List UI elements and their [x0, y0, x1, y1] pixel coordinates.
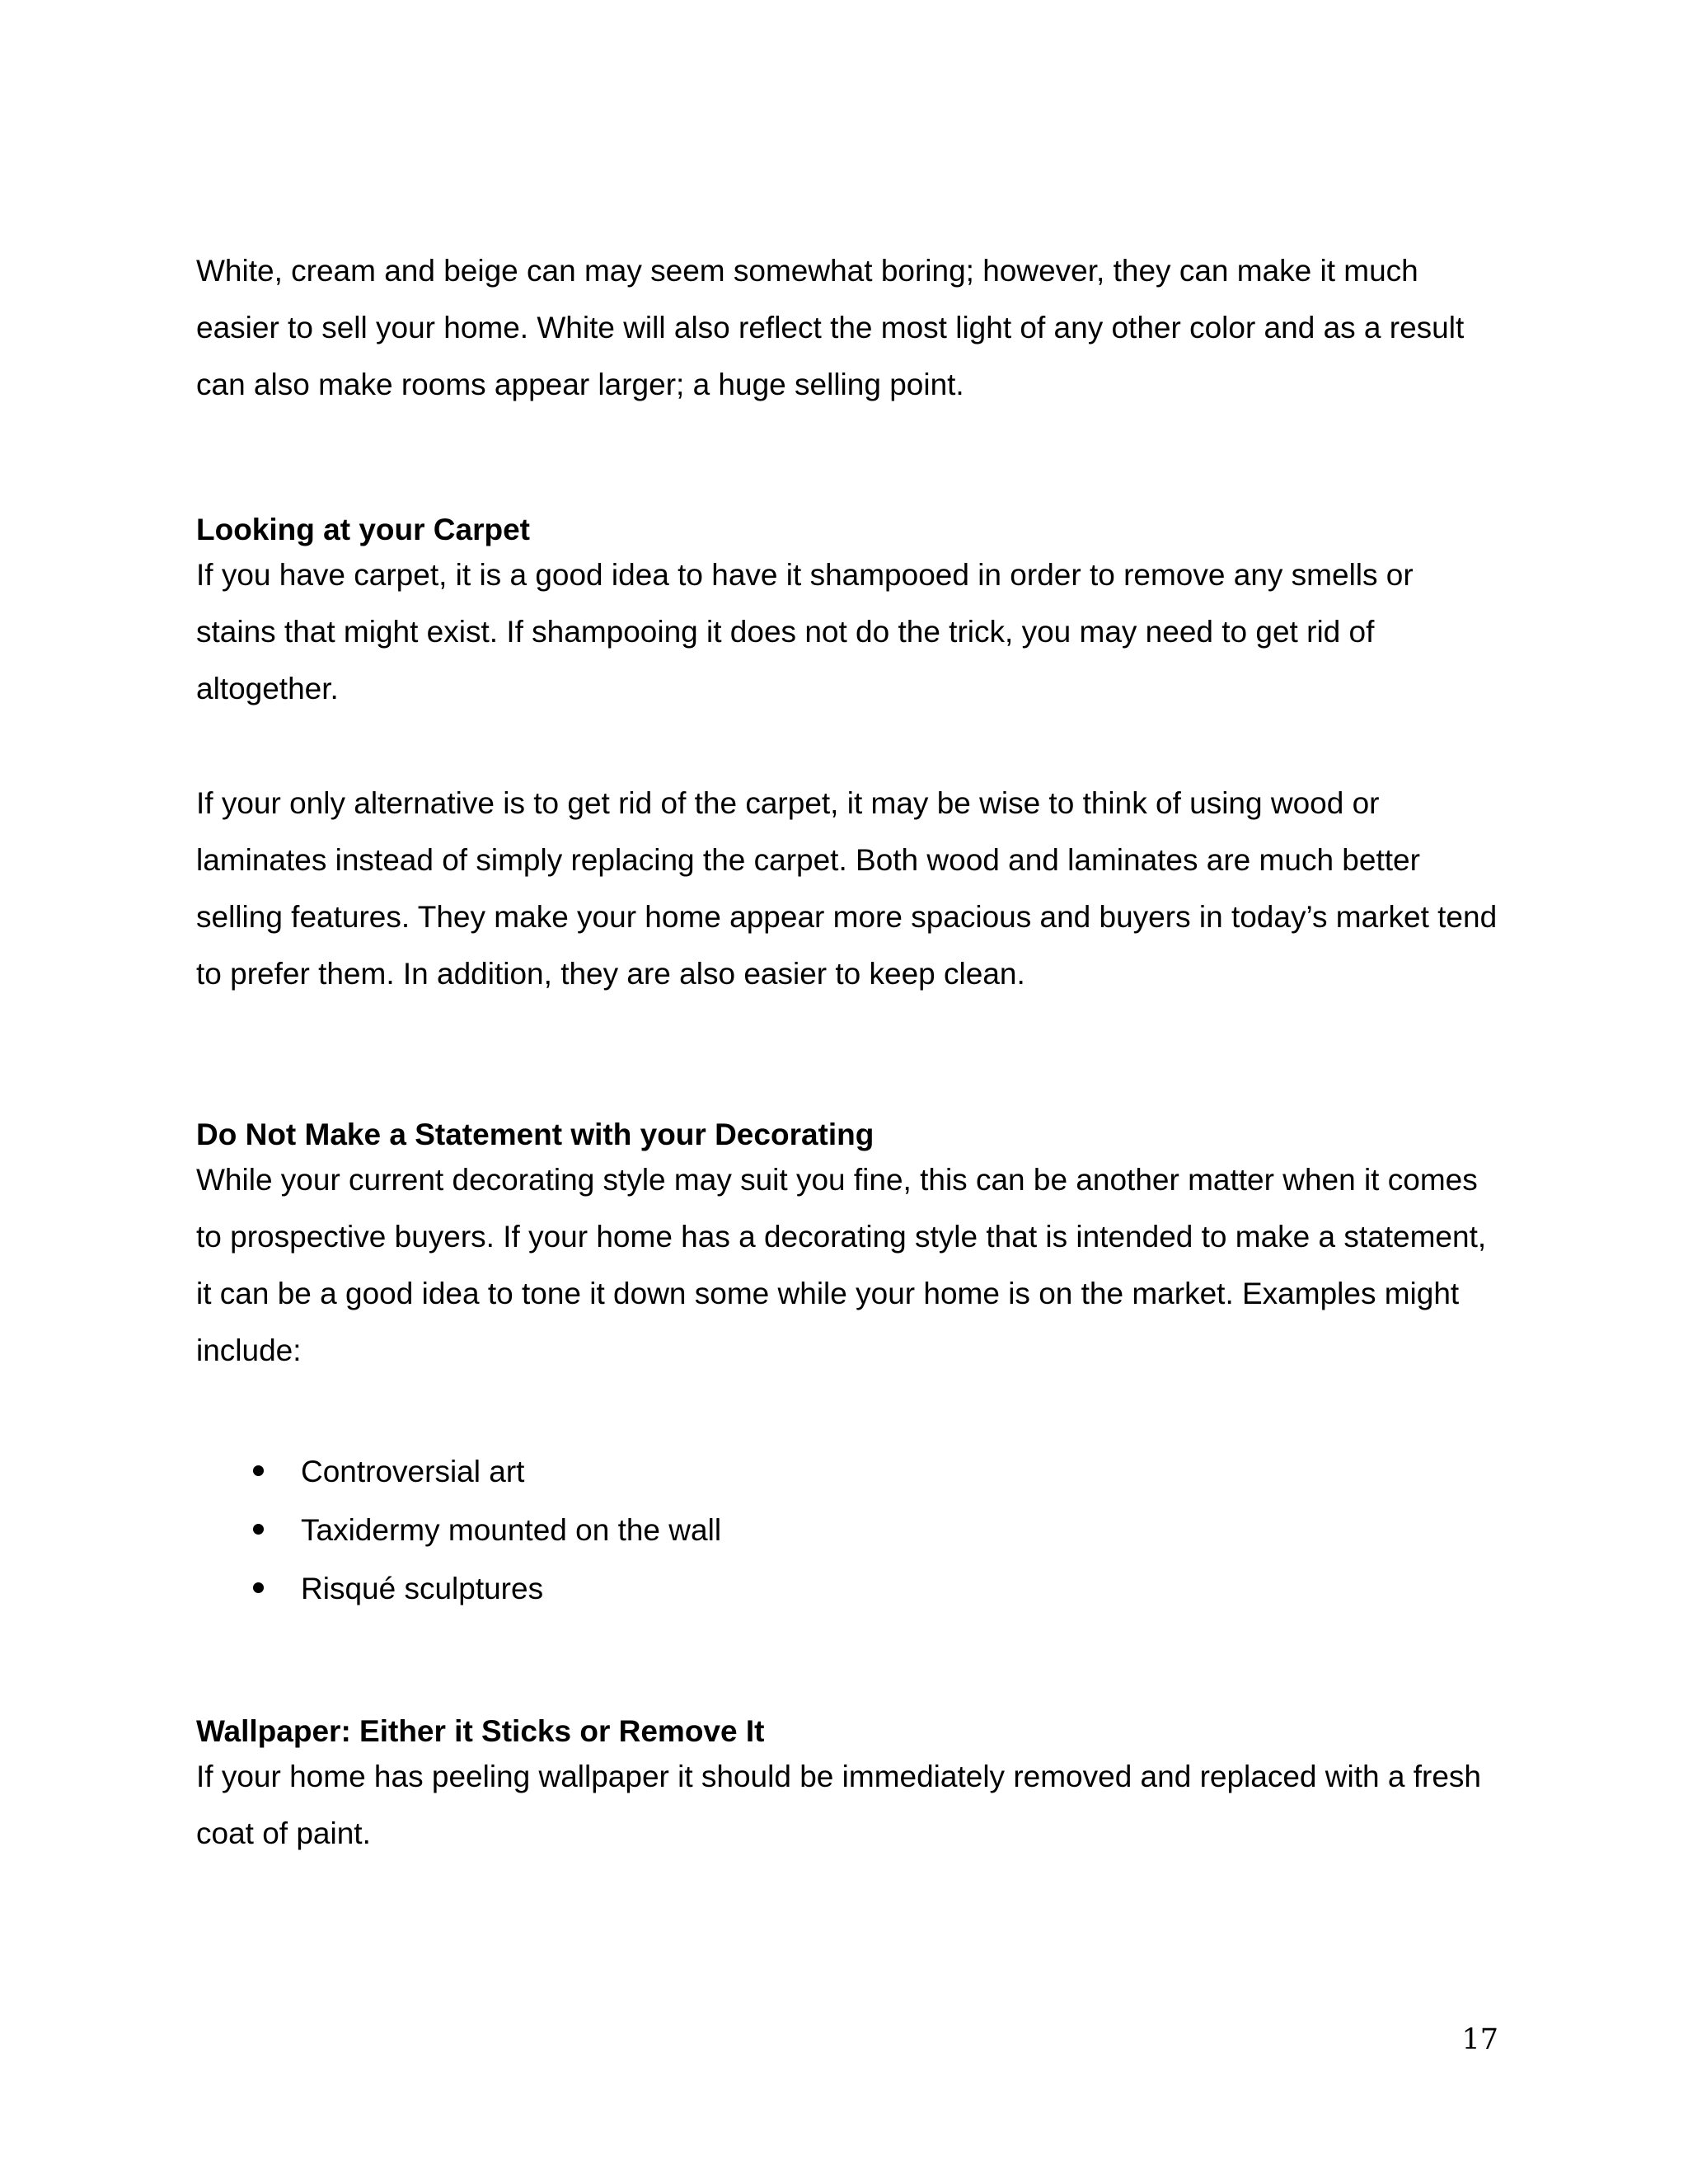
intro-paragraph: White, cream and beige can may seem somewhat boring; however, they can make it much easier to sell your home. White will also reflect the most light of any other color and as a result can also make rooms appear larger; a huge selling point. — [196, 254, 1465, 401]
list-item — [196, 1442, 1432, 1501]
wallpaper-heading: Wallpaper: Either it Sticks or Remove It — [196, 1714, 765, 1748]
wallpaper-paragraph: If your home has peeling wallpaper it should be immediately removed and replaced with a fresh coat of paint. — [196, 1760, 1481, 1850]
list-item — [196, 1559, 1432, 1618]
page-number: 17 — [1461, 2023, 1498, 2056]
bullet-icon — [253, 1582, 264, 1593]
decorating-examples-list — [196, 1442, 1432, 1618]
decorating-paragraph: While your current decorating style may suit you fine, this can be another matter when it comes to prospective buyers. If your home has a decorating style that is intended to make a statement, it can be a good idea to tone it down some while your home is on the market. Examples might include: — [196, 1163, 1487, 1367]
decorating-heading: Do Not Make a Statement with your Decorating — [196, 1118, 874, 1151]
carpet-paragraph-1: If you have carpet, it is a good idea to have it shampooed in order to remove any smells or stains that might exist. If shampooing it does not do the trick, you may need to get rid of altogether. — [196, 558, 1414, 705]
carpet-paragraph-2: If your only alternative is to get rid of the carpet, it may be wise to think of using wood or laminates instead of simply replacing the carpet. Both wood and laminates are much better selling features. They make your home appear more spacious and buyers in today’s market tend to prefer them. In addition, they are also easier to keep clean. — [196, 786, 1498, 991]
list-item-label: Taxidermy mounted on the wall — [301, 1513, 722, 1547]
carpet-heading: Looking at your Carpet — [196, 513, 530, 546]
bullet-icon — [253, 1524, 264, 1535]
bullet-icon — [253, 1465, 264, 1476]
list-item-label: Controversial art — [301, 1455, 525, 1488]
list-item-label: Risqué sculptures — [301, 1572, 544, 1605]
list-item — [196, 1501, 1432, 1559]
